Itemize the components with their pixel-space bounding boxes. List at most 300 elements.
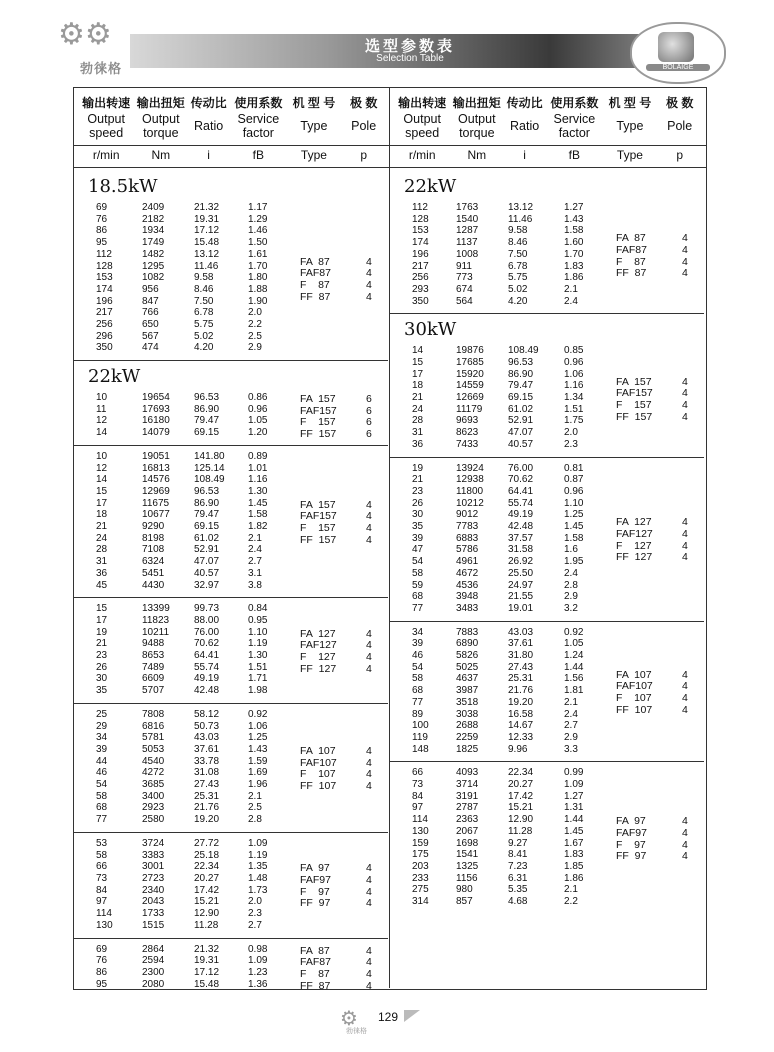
table-cell: 42.48 [508,521,534,533]
pole-count: 4 [366,768,372,781]
gear-icon: ⚙ [340,1008,358,1030]
pole-count: 4 [682,232,688,245]
table-cell: 1.17 [248,202,268,213]
table-cell: 97 [96,896,108,908]
table-cell: 1.10 [564,497,584,509]
column-header: 使用系数 [234,96,283,110]
column-header: Type [300,119,328,133]
table-cell: 3685 [142,779,165,791]
gear-icon: ⚙⚙ [58,18,112,51]
table-cell: 21 [412,474,424,486]
table-cell: 37.61 [508,638,534,650]
table-cell: 43.03 [508,626,534,638]
pole-count: 4 [366,255,372,268]
table-cell: 12.90 [508,814,534,826]
table-cell: 1.23 [248,966,268,978]
table-cell: 564 [456,295,473,307]
table-cell: 14 [96,427,108,439]
model-type: FA 97 [300,862,330,875]
table-cell: 0.96 [248,403,268,415]
table-cell: 1.05 [248,415,268,427]
table-cell: 44 [96,755,108,767]
table-cell: 1.51 [248,661,268,673]
table-cell: 9488 [142,638,165,650]
table-cell: 14576 [142,474,170,486]
pole-count: 4 [682,703,688,716]
table-cell: 27.72 [194,837,220,849]
row-separator [74,938,388,939]
table-cell: 2580 [142,814,165,826]
header-row-units [74,148,706,162]
pole-count: 4 [682,838,688,851]
power-rating: 22kW [88,366,141,388]
table-cell: 35 [96,685,108,697]
table-cell: 50.73 [194,720,220,732]
model-type: FAF107 [300,756,337,769]
table-cell: 3724 [142,837,165,849]
table-cell: 28 [412,415,424,427]
table-cell: 39 [96,743,108,755]
table-cell: 6816 [142,720,165,732]
table-cell: 773 [456,272,473,284]
table-cell: 1.67 [564,837,584,849]
table-cell: 2.1 [564,884,578,896]
table-cell: 22.34 [508,767,534,779]
model-type: F 157 [616,398,652,411]
column-header: 传动比 [190,96,227,110]
table-cell: 47 [412,544,424,556]
table-cell: 1.30 [248,650,268,662]
header-row-en [74,112,706,140]
model-type: FAF97 [616,826,647,839]
table-cell: 2.3 [248,908,262,920]
pole-count: 4 [682,516,688,529]
model-type: F 157 [300,522,336,535]
table-cell: 86.90 [194,403,220,415]
table-cell: 19.20 [194,814,220,826]
table-cell: 96.53 [194,392,220,404]
model-type: FAF127 [616,527,653,540]
table-cell: 567 [142,330,159,342]
table-cell: 66 [96,861,108,873]
model-type: FF 87 [300,979,331,992]
table-cell: 108.49 [508,345,539,357]
row-separator [74,832,388,833]
table-cell: 1733 [142,908,165,920]
pole-count: 4 [366,944,372,957]
column-header: 输出扭矩 [452,96,501,110]
model-type: FF 107 [300,780,337,793]
table-cell: 86.90 [508,368,534,380]
model-type: FAF87 [300,956,331,969]
pole-count: 4 [366,279,372,292]
table-cell: 766 [142,307,159,319]
table-cell: 5781 [142,732,165,744]
table-cell: 2.3 [564,438,578,450]
model-type: F 87 [616,255,646,268]
table-cell: 2594 [142,955,165,967]
table-cell: 1763 [456,202,479,213]
row-separator [74,703,388,704]
table-cell: 24 [96,532,108,544]
table-cell: 2067 [456,825,479,837]
table-cell: 31.08 [194,767,220,779]
table-cell: 3948 [456,591,479,603]
table-cell: 4430 [142,579,165,591]
table-cell: 2.8 [248,814,262,826]
table-cell: 73 [412,779,424,791]
table-cell: 2.4 [248,544,262,556]
table-cell: 59 [412,579,424,591]
column-header: Ratio [510,119,540,133]
table-cell: 1.35 [248,861,268,873]
table-cell: 112 [412,202,428,213]
table-cell: 956 [142,283,159,295]
table-cell: 77 [412,696,424,708]
row-separator [74,360,388,361]
table-cell: 11.46 [194,260,219,272]
table-cell: 64.41 [194,650,220,662]
table-cell: 12969 [142,485,170,497]
table-cell: 77 [412,602,424,614]
table-cell: 1.45 [564,825,584,837]
column-header: p [360,148,367,162]
table-cell: 19.20 [508,696,534,708]
table-cell: 0.89 [248,450,268,462]
table-cell: 15920 [456,368,484,380]
table-cell: 1.60 [564,237,584,249]
table-cell: 5.02 [194,330,214,342]
table-cell: 1.30 [248,485,268,497]
table-cell: 21.76 [508,685,534,697]
pole-count: 4 [366,873,372,886]
table-cell: 19.31 [194,955,220,967]
table-cell: 1.09 [248,955,268,967]
column-header: Service factor [237,112,280,140]
pole-count: 4 [682,539,688,552]
table-cell: 17 [412,368,424,380]
table-cell: 2080 [142,978,165,990]
model-type: FF 157 [300,533,337,546]
table-cell: 1156 [456,872,478,884]
power-rating: 18.5kW [88,176,158,197]
column-header: Ratio [194,119,224,133]
table-cell: 46 [412,650,424,662]
table-cell: 5707 [142,685,165,697]
column-header: Output speed [403,112,441,140]
table-cell: 2864 [142,943,165,955]
table-cell: 1287 [456,225,479,237]
table-cell: 2.1 [248,790,262,802]
table-cell: 79.47 [194,415,220,427]
table-cell: 17.42 [508,790,534,802]
table-cell: 66 [412,767,424,779]
table-cell: 1.70 [248,260,268,272]
table-cell: 5053 [142,743,165,755]
table-cell: 0.95 [248,614,268,626]
table-cell: 18 [412,380,424,392]
table-cell: 2.2 [248,319,262,330]
table-cell: 980 [456,884,473,896]
column-header: 极 数 [349,96,378,110]
table-cell: 5.75 [194,319,214,330]
table-cell: 36 [412,438,424,450]
model-type: F 157 [300,416,336,429]
table-cell: 256 [96,319,113,330]
pole-count: 4 [366,744,372,757]
table-cell: 2.2 [564,896,578,908]
pole-count: 4 [366,780,372,793]
power-rating: 22kW [404,176,457,197]
table-cell: 2723 [142,872,165,884]
table-cell: 96.53 [194,485,220,497]
table-cell: 70.62 [194,638,220,650]
model-type: FAF87 [300,267,331,280]
table-cell: 1.01 [248,462,268,474]
table-cell: 6.78 [194,307,214,319]
table-cell: 42.48 [194,685,220,697]
table-cell: 97 [412,802,424,814]
table-cell: 1.80 [248,272,268,284]
table-cell: 10212 [456,497,484,509]
table-cell: 1.44 [564,814,584,826]
table-cell: 1.06 [248,720,268,732]
pole-count: 4 [366,885,372,898]
footer-company: 勃徕格 [346,1028,367,1035]
model-type: FA 157 [300,393,336,406]
table-cell: 9693 [456,415,479,427]
table-cell: 6324 [142,556,165,568]
table-cell: 9.58 [194,272,214,284]
model-type: FA 157 [300,498,336,511]
table-cell: 1.86 [564,872,584,884]
table-cell: 650 [142,319,159,330]
table-cell: 7108 [142,544,165,556]
table-cell: 128 [96,260,113,272]
table-cell: 3714 [456,779,479,791]
power-rating: 30kW [404,319,457,341]
table-cell: 148 [412,743,429,755]
pole-count: 4 [682,826,688,839]
table-cell: 19876 [456,345,484,357]
model-type: FAF97 [300,873,331,886]
pole-count: 4 [366,756,372,769]
column-header: Type [300,148,327,162]
table-cell: 1295 [142,260,165,272]
table-cell: 3191 [456,790,479,802]
table-cell: 233 [412,872,429,884]
table-cell: 1825 [456,743,479,755]
table-cell: 19 [412,462,424,474]
table-cell: 17.12 [194,225,220,237]
column-header: Output torque [142,112,180,140]
table-cell: 114 [96,908,112,920]
table-cell: 4961 [456,556,479,568]
table-cell: 674 [456,283,473,295]
table-cell: 7783 [456,521,479,533]
table-cell: 79.47 [508,380,534,392]
table-cell: 1.69 [248,767,268,779]
table-cell: 1.27 [564,202,584,213]
table-cell: 2688 [456,720,479,732]
table-cell: 119 [412,731,428,743]
table-cell: 1.58 [564,532,584,544]
table-cell: 0.99 [564,767,584,779]
table-cell: 3.1 [248,567,262,579]
table-cell: 17.42 [194,884,220,896]
table-cell: 17693 [142,403,170,415]
table-cell: 1540 [456,213,479,225]
table-cell: 6883 [456,532,479,544]
table-cell: 76 [96,213,108,225]
column-header: r/min [92,148,120,162]
table-cell: 11 [96,403,107,415]
table-cell: 4272 [142,767,165,779]
table-cell: 69.15 [194,427,220,439]
table-cell: 0.81 [564,462,584,474]
table-cell: 69 [96,943,108,955]
column-header: fB [252,148,264,162]
pole-count: 4 [366,862,372,875]
table-cell: 1.71 [248,673,268,685]
model-type: FA 157 [616,375,652,388]
table-cell: 7883 [456,626,479,638]
table-cell: 4.20 [194,342,214,354]
table-cell: 2300 [142,966,165,978]
table-cell: 58.12 [194,708,220,720]
table-cell: 2409 [142,202,165,213]
table-cell: 1.19 [248,849,268,861]
table-cell: 95 [96,978,108,990]
table-cell: 16180 [142,415,170,427]
table-cell: 1.27 [564,790,584,802]
model-type: FF 157 [616,410,653,423]
table-cell: 159 [412,837,429,849]
model-type: FA 87 [616,232,646,245]
table-cell: 79.47 [194,509,220,521]
table-cell: 4540 [142,755,165,767]
table-cell: 84 [96,884,108,896]
table-cell: 4672 [456,567,479,579]
table-cell: 1698 [456,837,479,849]
table-cell: 1.44 [564,661,584,673]
table-cell: 76.00 [508,462,534,474]
table-cell: 1325 [456,860,479,872]
pole-count: 4 [682,680,688,693]
table-cell: 2.9 [564,591,578,603]
table-cell: 1082 [142,272,165,284]
pole-count: 4 [682,243,688,256]
table-cell: 61.02 [508,403,534,415]
table-cell: 3518 [456,696,479,708]
column-header: p [676,148,683,162]
pole-count: 4 [682,410,688,423]
table-cell: 53 [96,837,108,849]
table-cell: 5826 [456,650,479,662]
table-cell: 15.21 [194,896,220,908]
table-cell: 6890 [456,638,479,650]
table-cell: 21.32 [194,943,220,955]
table-cell: 350 [96,342,113,354]
table-cell: 6.78 [508,260,528,272]
column-header: i [523,148,526,162]
table-cell: 86 [96,225,108,237]
table-cell: 19 [96,626,108,638]
table-cell: 27.43 [508,661,534,673]
table-cell: 0.85 [564,345,584,357]
table-cell: 20.27 [194,872,220,884]
table-cell: 58 [412,567,424,579]
table-cell: 13.12 [508,202,534,213]
table-cell: 69.15 [508,392,534,404]
table-cell: 17 [96,497,108,509]
table-cell: 1.25 [564,509,584,521]
table-cell: 39 [412,638,424,650]
model-type: FAF107 [616,680,653,693]
table-cell: 275 [412,884,429,896]
table-cell: 13924 [456,462,484,474]
page-header [40,16,740,76]
table-cell: 15.21 [508,802,534,814]
pole-count: 4 [366,498,372,511]
pole-count: 4 [366,522,372,535]
table-cell: 1.45 [564,521,584,533]
table-cell: 1.24 [564,650,584,662]
table-cell: 8198 [142,532,165,544]
table-cell: 7.50 [194,295,214,307]
row-separator [74,597,388,598]
table-cell: 857 [456,896,473,908]
table-cell: 76.00 [194,626,220,638]
table-cell: 54 [96,779,108,791]
table-cell: 1.45 [248,497,268,509]
table-cell: 2.1 [564,283,578,295]
table-cell: 1.29 [248,213,268,225]
pole-count: 6 [366,428,372,441]
column-header: 机 型 号 [292,96,336,110]
model-type: FF 87 [300,290,331,303]
table-cell: 95 [96,237,108,249]
column-header: 使用系数 [550,96,599,110]
table-cell: 29 [96,720,108,732]
row-separator [390,457,704,458]
table-cell: 1.10 [248,626,268,638]
table-cell: 5025 [456,661,479,673]
row-separator [390,621,704,622]
table-cell: 3.8 [248,579,262,591]
table-cell: 2.7 [248,919,262,931]
table-cell: 3001 [142,861,165,873]
model-type: FF 157 [300,428,337,441]
table-cell: 9.27 [508,837,528,849]
table-cell: 174 [96,283,113,295]
table-cell: 3383 [142,849,165,861]
table-cell: 36 [96,567,108,579]
table-cell: 1.06 [564,368,584,380]
column-header: Service factor [553,112,596,140]
table-cell: 1.05 [564,638,584,650]
table-cell: 112 [96,248,112,260]
table-cell: 1.98 [248,685,268,697]
table-cell: 25.50 [508,567,534,579]
column-header: 输出转速 [82,96,131,110]
table-cell: 8653 [142,650,165,662]
model-type: F 87 [300,967,330,980]
table-cell: 14 [96,474,108,486]
title-cn: 选型参数表 [364,37,455,55]
table-cell: 12 [96,462,108,474]
table-cell: 14.67 [508,720,534,732]
